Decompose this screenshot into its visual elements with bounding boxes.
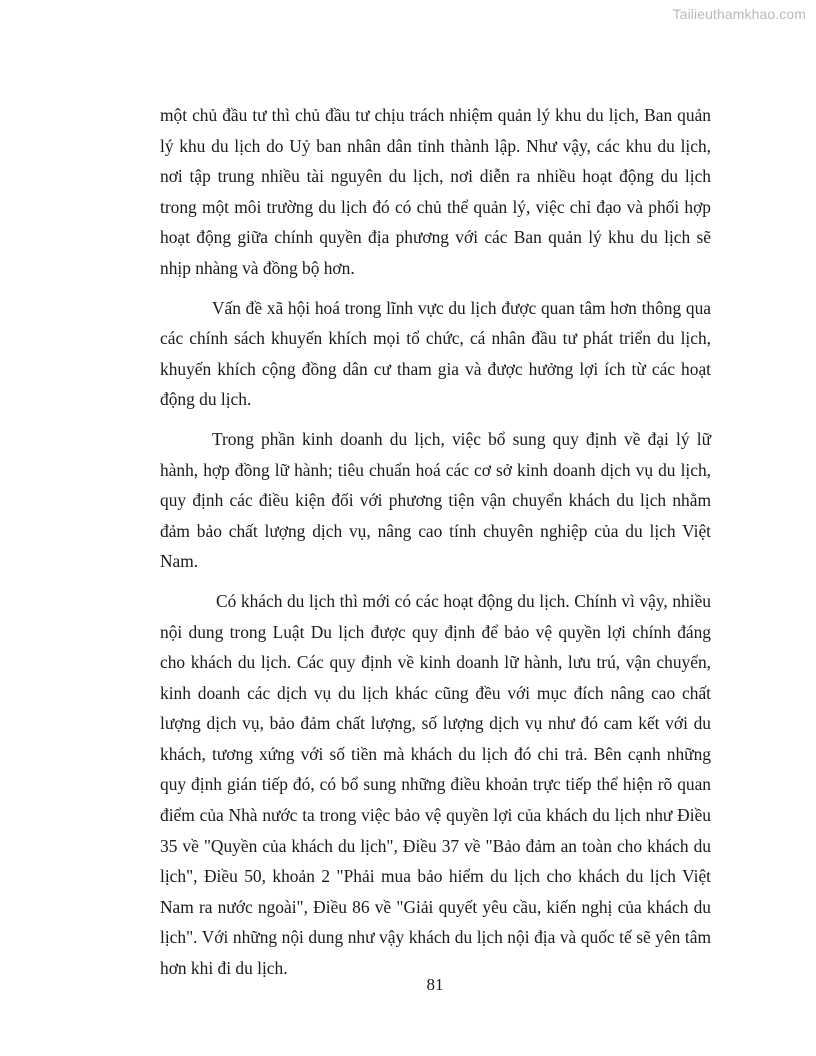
paragraph-4: Có khách du lịch thì mới có các hoạt động du lịch. Chính vì vậy, nhiều nội dung trong Luật Du lịch được quy định để bảo vệ quyền lợi chính đáng cho khách du lịch. Các quy định về kinh doanh lữ hành, lưu trú, vận chuyển, kinh doanh các dịch vụ du lịch khác cũng đều với mục đích nâng cao chất lượng dịch vụ, bảo đảm chất lượng, số lượng dịch vụ như đó cam kết với du khách, tương xứng với số tiền mà khách du lịch đó chi trả. Bên cạnh những quy định gián tiếp đó, có bổ sung những điều khoản trực tiếp thể hiện rõ quan điểm của Nhà nước ta trong việc bảo vệ quyền lợi của khách du lịch như Điều 35 về "Quyền của khách du lịch", Điều 37 về "Bảo đảm an toàn cho khách du lịch", Điều 50, khoản 2 "Phải mua bảo hiểm du lịch cho khách du lịch Việt Nam ra nước ngoài", Điều 86 về "Giải quyết yêu cầu, kiến nghị của khách du lịch". Với những nội dung như vậy khách du lịch nội địa và quốc tế sẽ yên tâm hơn khi đi du lịch. <box>160 590 711 979</box>
watermark-text: Tailieuthamkhao.com <box>672 6 806 22</box>
paragraph-1: một chủ đầu tư thì chủ đầu tư chịu trách nhiệm quản lý khu du lịch, Ban quản lý khu du lịch do Uỷ ban nhân dân tỉnh thành lập. Như vậy, các khu du lịch, nơi tập trung nhiều tài nguyên du lịch, nơi diễn ra nhiều hoạt động du lịch trong một môi trường du lịch đó có chủ thể quản lý, việc chỉ đạo và phối hợp hoạt động giữa chính quyền địa phương với các Ban quản lý khu du lịch sẽ nhịp nhàng và đồng bộ hơn. <box>160 105 711 278</box>
paragraph-3: Trong phần kinh doanh du lịch, việc bổ sung quy định về đại lý lữ hành, hợp đồng lữ hành; tiêu chuẩn hoá các cơ sở kinh doanh dịch vụ du lịch, quy định các điều kiện đối với phương tiện vận chuyển khách du lịch nhằm đảm bảo chất lượng dịch vụ, nâng cao tính chuyên nghiệp của du lịch Việt Nam. <box>160 428 711 572</box>
page-number: 81 <box>426 975 444 994</box>
document-body <box>160 100 711 984</box>
paragraph-2: Vấn đề xã hội hoá trong lĩnh vực du lịch được quan tâm hơn thông qua các chính sách khuyến khích mọi tổ chức, cá nhân đầu tư phát triển du lịch, khuyến khích cộng đồng dân cư tham gia và được hưởng lợi ích từ các hoạt động du lịch. <box>160 297 711 410</box>
